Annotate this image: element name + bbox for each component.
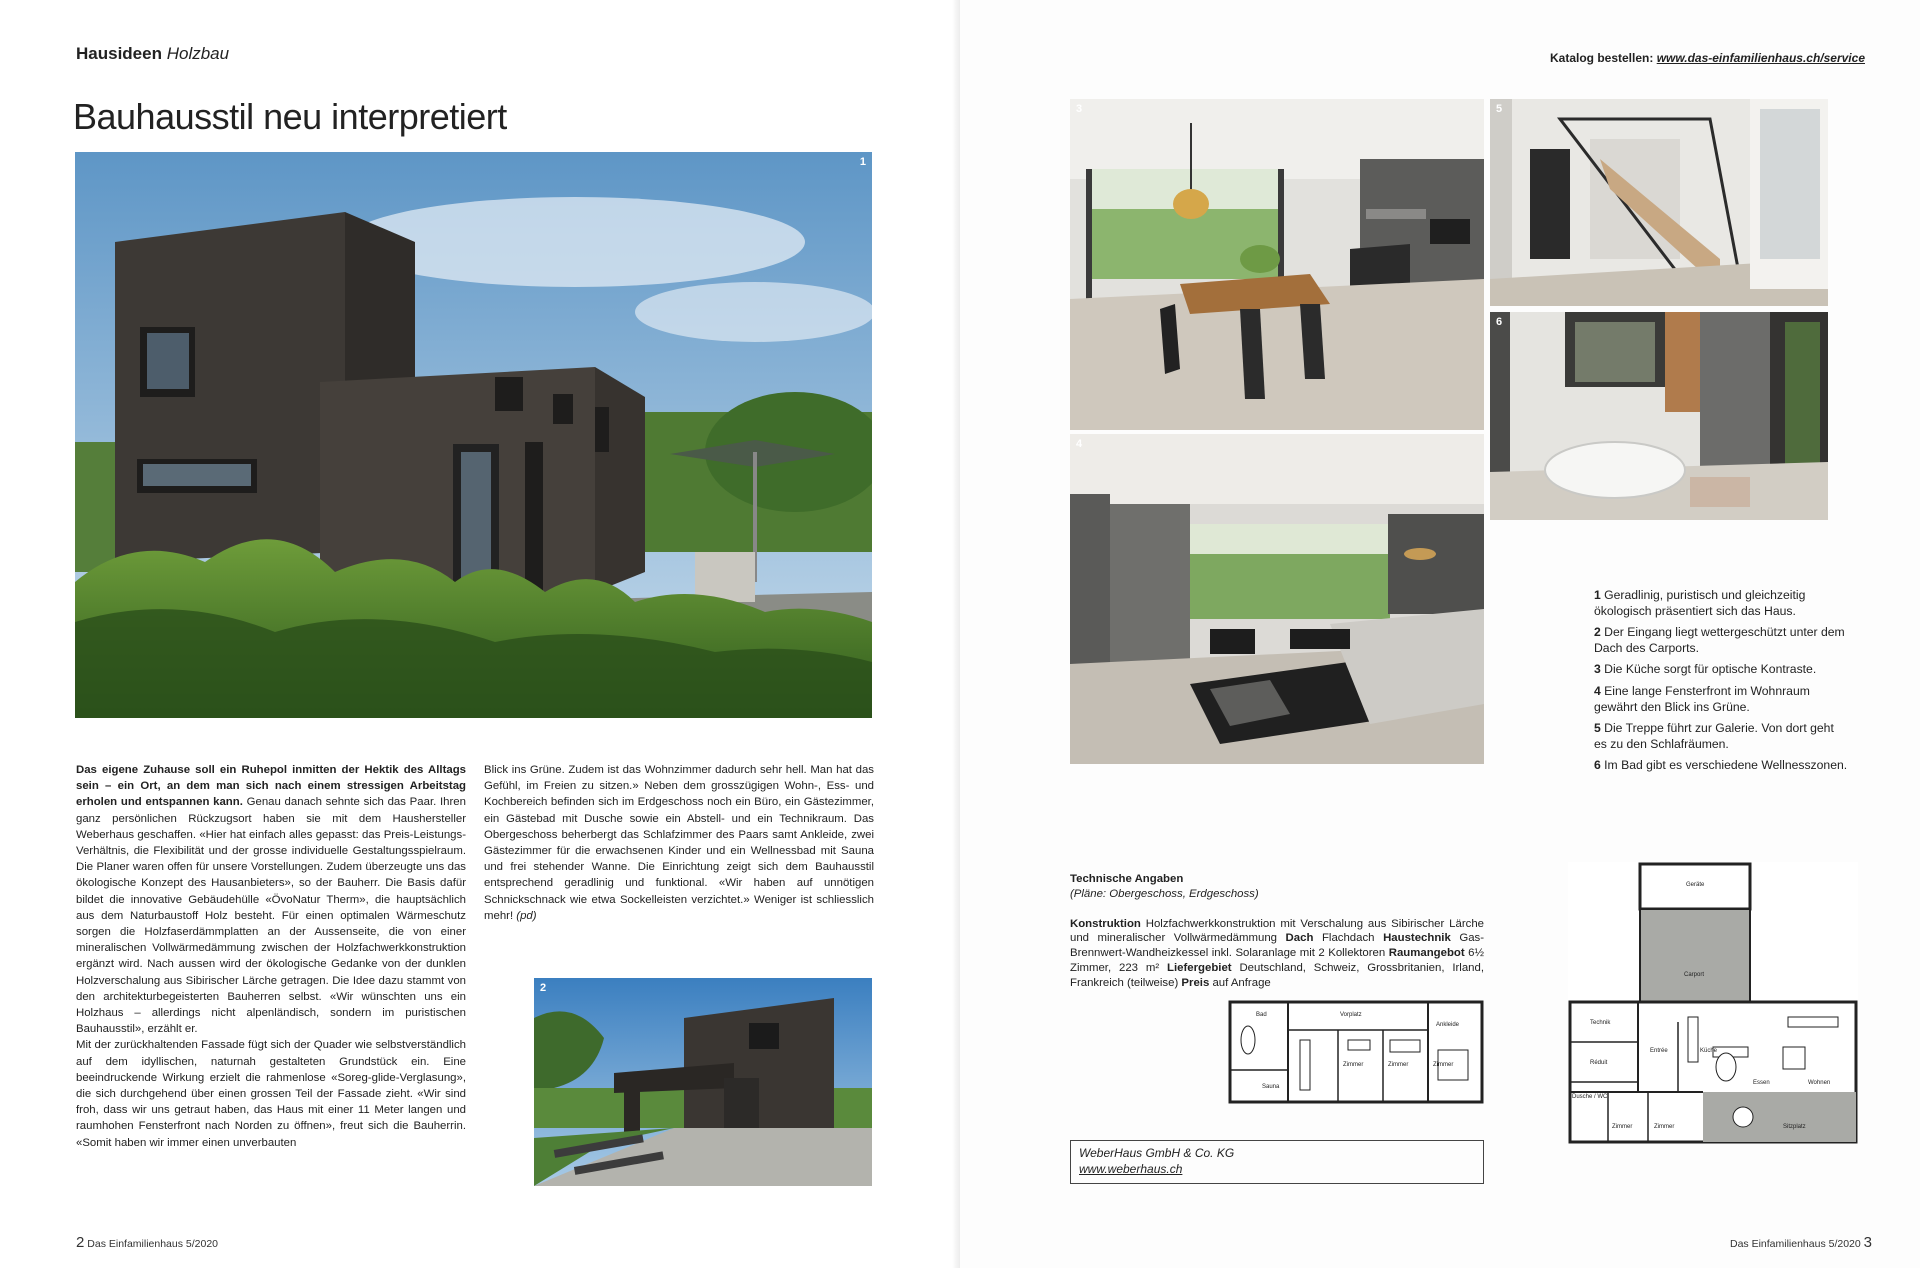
caption-1: 1 Geradlinig, puristisch und gleichzeitig ökologisch präsentiert sich das Haus. <box>1594 588 1806 618</box>
room-label: Geräte <box>1686 882 1705 888</box>
photo-kitchen <box>1070 99 1484 430</box>
photo-number: 1 <box>859 156 866 168</box>
floorplan-ground-floor <box>1568 862 1858 1144</box>
room-label: Ankleide <box>1436 1022 1460 1028</box>
tech-plans-note: (Pläne: Obergeschoss, Erdgeschoss) <box>1070 887 1259 900</box>
company-name: WeberHaus GmbH & Co. KG <box>1079 1146 1235 1160</box>
tech-heading: Technische Angaben <box>1070 873 1184 885</box>
room-label: Carport <box>1684 972 1705 978</box>
folio-left: 2 Das Einfamilienhaus 5/2020 <box>76 1234 219 1251</box>
article-text-1: Genau danach sehnte sich das Paar. Ihren ganz persönlichen Rückzugsort haben sie mit dem Haushersteller Weberhaus geschaffen. «Hier hat einfach alles gepasst: das Preis-Leistungs-Verhältnis, die Flexibilität und der grosse individuelle Gestaltungsspielraum. Die Planer waren offen für unsere Vorstellungen. Zudem überzeugte uns das ökologische Konzept des Hausanbieters», so der Bauherr. Die Basis dafür bildet die innovative Gebäudehülle «ÖvoNatur Therm», die hauptsächlich aus dem Naturbaustoff Holz besteht. Für einen optimalen Wärmeschutz sorgen die Holzfaserdämmplatten an der Aussenseite, die von einer mineralischen Vollwärmedämmung zwischen der Holzfachwerkkonstruktion ergänzt wird. Nach aussen wird der ökologische Gedanke von der dunklen Holzverschalung aus Sibirischer Lärche getragen. Die Idee dazu stammt von den architekturbegeisterten Bauherren selbst. «Wir wünschten uns ein Holzhaus – allerdings nicht alpenländisch, sondern im puristischen Bauhausstil», erzählt er. <box>76 796 466 1036</box>
photo-number: 2 <box>540 982 547 994</box>
room-label: Küche <box>1700 1048 1718 1054</box>
photo-number: 6 <box>1496 316 1503 328</box>
right-page <box>960 0 1920 1268</box>
room-label: Technik <box>1590 1020 1611 1026</box>
article-credit: (pd) <box>516 909 537 922</box>
room-label: Réduit <box>1590 1060 1608 1066</box>
room-label: Sauna <box>1262 1084 1280 1090</box>
photo-number: 4 <box>1076 438 1083 450</box>
caption-3: 3 Die Küche sorgt für optische Kontraste. <box>1594 662 1817 677</box>
room-label: Zimmer <box>1433 1062 1454 1068</box>
technical-details <box>1070 872 1484 991</box>
photo-bathroom <box>1490 312 1828 520</box>
room-label: Wohnen <box>1808 1080 1831 1086</box>
photo-number: 5 <box>1496 103 1503 115</box>
article-column-1 <box>76 762 466 1151</box>
room-label: Dusche / WC <box>1572 1094 1608 1100</box>
article-text-2: Blick ins Grüne. Zudem ist das Wohnzimmer dadurch sehr hell. Man hat das Gefühl, im Freien zu sitzen.» Neben dem grosszügigen Wohn-, Ess- und Kochbereich befinden sich im Erdgeschoss noch ein Büro, ein Gästezimmer, ein Gästebad mit Dusche sowie ein Abstell- und ein Technikraum. Das Obergeschoss beherbergt das Schlafzimmer des Paars samt Ankleide, zwei Gästezimmer für die erwachsenen Kinder und ein Wellnessbad mit Sauna und frei stehender Wanne. Die Einrichtung zeigt sich dem Bauhausstil entsprechend geradlinig und funktional. «Wir haben auf unnötigen Schnickschnack wie etwa Sockelleisten verzichtet.» Weniger ist schliesslich mehr! <box>484 764 874 922</box>
caption-5: 5 Die Treppe führt zur Galerie. Von dort geht es zu den Schlafräumen. <box>1594 721 1834 751</box>
room-label: Zimmer <box>1388 1062 1409 1068</box>
company-link[interactable]: www.weberhaus.ch <box>1079 1162 1183 1176</box>
photo-entrance-carport <box>534 978 872 1186</box>
catalog-order: Katalog bestellen: www.das-einfamilienhaus.ch/service <box>1549 51 1865 65</box>
room-label: Bad <box>1256 1012 1267 1018</box>
photo-captions <box>1594 588 1848 780</box>
article-title: Bauhausstil neu interpretiert <box>73 96 507 137</box>
company-box <box>1070 1140 1484 1184</box>
room-label: Vorplatz <box>1340 1012 1362 1018</box>
caption-2: 2 Der Eingang liegt wettergeschützt unter dem Dach des Carports. <box>1594 625 1845 655</box>
folio-right: Das Einfamilienhaus 5/2020 3 <box>1729 1234 1872 1251</box>
photo-living-room <box>1070 434 1484 764</box>
caption-4: 4 Eine lange Fensterfront im Wohnraum gewährt den Blick ins Grüne. <box>1594 683 1810 714</box>
room-label: Zimmer <box>1654 1124 1675 1130</box>
article-lead: Das eigene Zuhause soll ein Ruhepol inmitten der Hektik des Alltags sein – ein Ort, an dem man sich nach einem stressigen Arbeitstag erholen und entspannen kann. <box>76 764 466 809</box>
catalog-link[interactable]: www.das-einfamilienhaus.ch/service <box>1656 51 1865 65</box>
article-column-2 <box>484 762 874 924</box>
caption-6: 6 Im Bad gibt es verschiedene Wellnesszonen. <box>1594 758 1848 773</box>
room-label: Sitzplatz <box>1783 1124 1806 1130</box>
room-label: Zimmer <box>1343 1062 1364 1068</box>
room-label: Zimmer <box>1612 1124 1633 1130</box>
floorplan-upper-floor <box>1228 1000 1484 1104</box>
room-label: Essen <box>1753 1080 1770 1086</box>
photo-staircase <box>1490 99 1828 306</box>
article-text-1b: Mit der zurückhaltenden Fassade fügt sich der Quader wie selbstverständlich auf dem idyllischen, naturnah gestalteten Grundstück ein. Eine beeindruckende Wirkung erzielt die rahmenlose «Soreg-glide-Verglasung», die sich durchgehend über einen grossen Teil der Fassade zieht. «Wir sind froh, dass wir uns getraut haben, das Haus mit einer 11 Meter langen und raumhohen Fensterfront nach Norden zu öffnen», freut sich die Bauherrin. «Somit haben wir immer einen unverbauten <box>76 1039 466 1149</box>
tech-specs: Konstruktion Holzfachwerkkonstruktion mit Verschalung aus Sibirischer Lärche und mineralischer Vollwärmedämmung Dach Flachdach Haustechnik Gas-Brennwert-Wandheizkessel inkl. Solaranlage mit 2 Kollektoren Raumangebot 6½ Zimmer, 223 m² Liefergebiet Deutschland, Schweiz, Grossbritanien, Irland, Frankreich (teilweise) Preis auf Anfrage <box>1070 917 1485 989</box>
photo-number: 3 <box>1076 103 1083 115</box>
photo-house-exterior <box>75 152 872 718</box>
room-label: Entrée <box>1650 1048 1668 1054</box>
section-rubric: Hausideen Holzbau <box>76 44 230 63</box>
